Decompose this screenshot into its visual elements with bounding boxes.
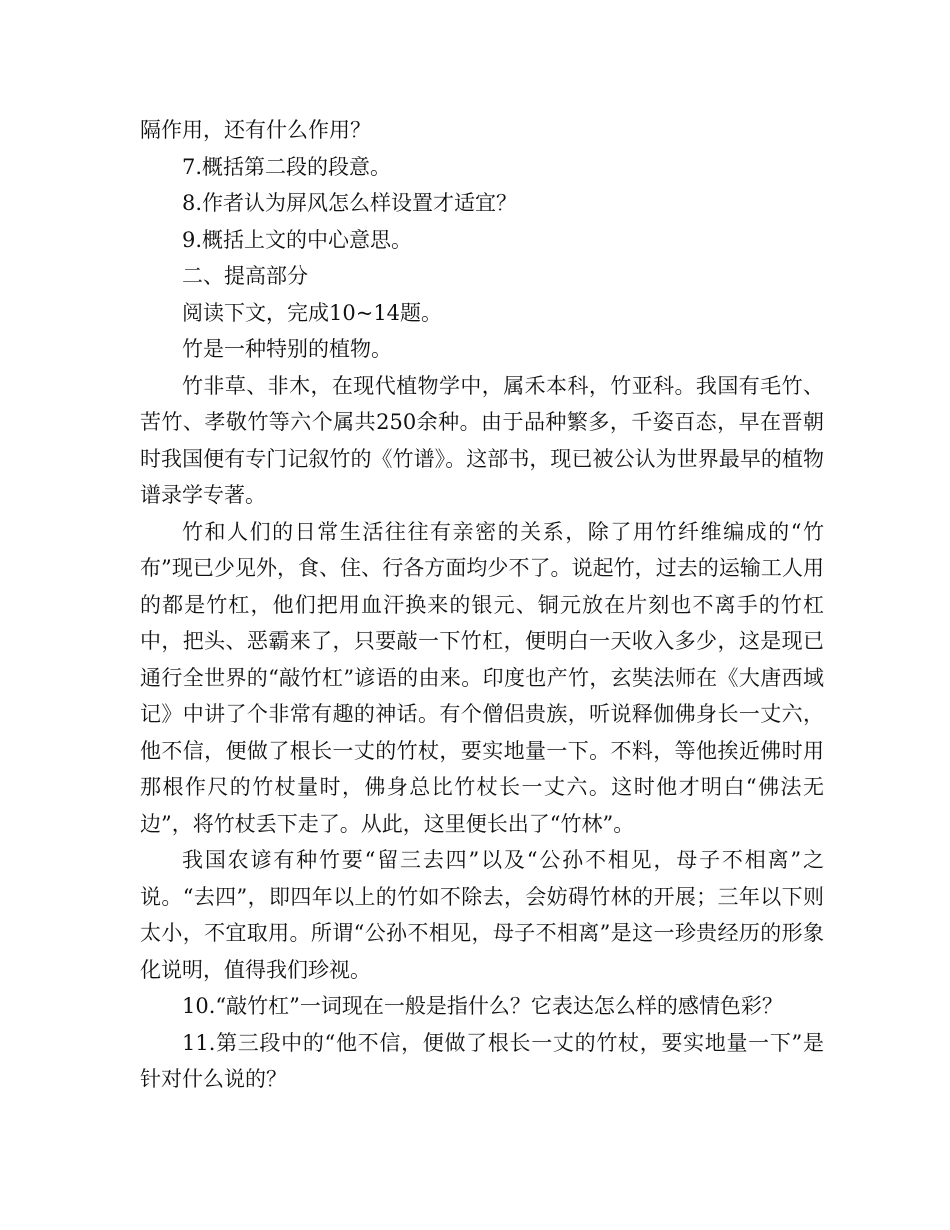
- passage-paragraph-3: 我国农谚有种竹要“留三去四”以及“公孙不相见，母子不相离”之说。“去四”，即四年以上的竹如不除去，会妨碍竹林的开展；三年以下则太小，不宜取用。所谓“公孙不相见，母子不相离”是这一珍贵经历的形象化说明，值得我们珍视。: [140, 848, 824, 982]
- question-7: 7.概括第二段的段意。: [182, 154, 392, 179]
- question-8: 8.作者认为屏风怎么样设置才适宜？: [182, 191, 518, 215]
- reading-instruction: 阅读下文，完成10~14题。: [182, 300, 443, 325]
- question-10: 10.“敲竹杠”一词现在一般是指什么？它表达怎么样的感情色彩？: [182, 994, 783, 1018]
- passage-title-line: 竹是一种特别的植物。: [182, 337, 392, 361]
- document-body: [140, 112, 824, 1098]
- question-11: 11.第三段中的“他不信，便做了根长一丈的竹杖，要实地量一下”是针对什么说的？: [140, 1030, 824, 1091]
- paragraph-continuation: 隔作用，还有什么作用？: [140, 118, 371, 142]
- passage-paragraph-2: 竹和人们的日常生活往往有亲密的关系，除了用竹纤维编成的“竹布”现已少见外，食、住、行各方面均少不了。说起竹，过去的运输工人用的都是竹杠，他们把用血汗换来的银元、铜元放在片刻也不离手的竹杠中，把头、恶霸来了，只要敲一下竹杠，便明白一天收入多少，这是现已通行全世界的“敲竹杠”谚语的由来。印度也产竹，玄奘法师在《大唐西域记》中讲了个非常有趣的神话。有个僧侣贵族，听说释伽佛身长一丈六，他不信，便做了根长一丈的竹杖，要实地量一下。不料，等他挨近佛时用那根作尺的竹杖量时，佛身总比竹杖长一丈六。这时他才明白“佛法无边”，将竹杖丢下走了。从此，这里便长出了“竹林”。: [140, 519, 824, 836]
- section-heading: 二、提高部分: [182, 264, 308, 288]
- passage-paragraph-1: 竹非草、非木，在现代植物学中，属禾本科，竹亚科。我国有毛竹、苦竹、孝敬竹等六个属共250余种。由于品种繁多，千姿百态，早在晋朝时我国便有专门记叙竹的《竹谱》。这部书，现已被公认为世界最早的植物谱录学专著。: [140, 373, 824, 507]
- question-9: 9.概括上文的中心意思。: [182, 227, 413, 252]
